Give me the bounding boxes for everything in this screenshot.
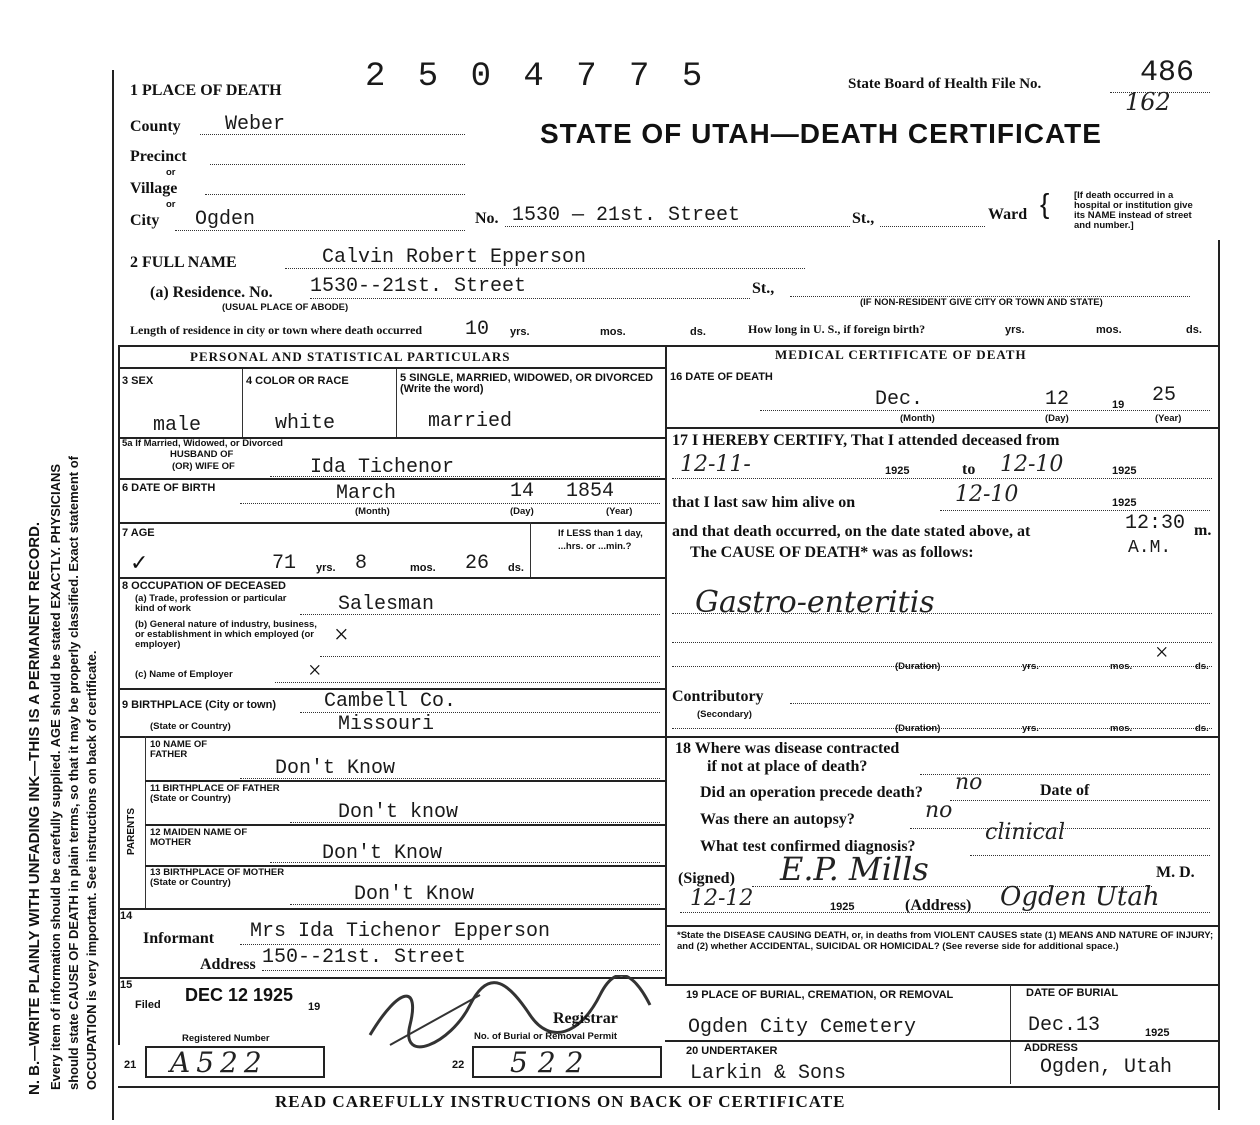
autopsy-value: no: [925, 798, 953, 823]
reg-num-value: A522: [170, 1046, 268, 1079]
cause-footnote: *State the DISEASE CAUSING DEATH, or, in deaths from VIOLENT CAUSES state (1) MEANS AND NATURE OF INJURY; and (2) whether ACCIDENTAL, SUICIDAL OR HOMICIDAL? (See reverse side for additional space.): [677, 930, 1214, 952]
residence-line: [310, 298, 750, 299]
form-left-border-inner: [118, 345, 120, 1045]
parents-label: PARENTS: [126, 807, 137, 855]
address-label: (Address): [905, 897, 972, 914]
dod-label: 16 DATE OF DEATH: [670, 371, 773, 383]
row-line-18: [665, 736, 1218, 738]
address-line: [680, 912, 1210, 913]
informant-address: 150--21st. Street: [262, 946, 467, 969]
last-saw-label: that I last saw him alive on: [672, 494, 856, 511]
burial-date-divider: [1010, 984, 1011, 1084]
informant-value: Mrs Ida Tichenor Epperson: [250, 920, 551, 943]
county-value: Weber: [225, 113, 286, 136]
md-label: M. D.: [1156, 864, 1195, 881]
full-name-line: [285, 268, 805, 269]
spouse-line: [270, 476, 660, 477]
burial-permit-prefix: 22: [452, 1059, 465, 1071]
row-line-12: [145, 824, 665, 826]
occ-b-label: (b) General nature of industry, business, or establishment in which employed (or employer): [135, 619, 317, 650]
informant-label: Informant: [143, 930, 215, 947]
dod-month: Dec.: [875, 388, 924, 411]
city-label: City: [130, 212, 160, 229]
father-value: Don't Know: [275, 757, 396, 780]
filed-date-stamp: DEC 12 1925: [185, 985, 294, 1005]
occ-b-line: [320, 656, 660, 657]
margin-note-line4: OCCUPATION is very important. See instructions on back of certificate.: [84, 650, 99, 1090]
father-label: 10 NAME OF FATHER: [150, 739, 208, 760]
duration-yrs-2: yrs.: [1022, 723, 1039, 734]
birthplace-state-label: (State or Country): [150, 721, 231, 732]
age-days: 26: [465, 552, 490, 575]
less-than-label: If LESS than 1 day, ...hrs. or ...min.?: [558, 528, 643, 552]
yrs-caption-2: yrs.: [1005, 324, 1025, 336]
dob-year: 1854: [566, 480, 615, 503]
burial-year-value: 1925: [1145, 1027, 1170, 1039]
cause-value: Gastro-enteritis: [695, 585, 935, 620]
certificate-number: 2 5 0 4 7 7 5: [365, 58, 709, 96]
to-label: to: [962, 461, 976, 478]
occ-b-mark: ×: [334, 620, 349, 649]
ds-caption-2: ds.: [1186, 324, 1202, 336]
filed-label: Filed: [135, 999, 161, 1011]
occupation-line: [300, 614, 660, 615]
secondary-label: (Secondary): [697, 709, 752, 720]
operation-value: no: [955, 770, 983, 795]
margin-note-line3: should state CAUSE OF DEATH in plain terms, so that it may be properly classified. Exact statement of: [66, 455, 81, 1090]
mother-label: 12 MAIDEN NAME OF MOTHER: [150, 827, 248, 848]
village-line: [205, 194, 465, 195]
from-year: 1925: [885, 465, 910, 477]
dod-day-caption: (Day): [1045, 413, 1069, 424]
form-right-border: [1218, 240, 1220, 1110]
occ-c-line: [275, 682, 660, 683]
spouse-label-b: HUSBAND OF: [170, 449, 234, 460]
file-no-label: State Board of Health File No.: [848, 76, 1042, 92]
test-label: What test confirmed diagnosis?: [700, 838, 916, 855]
row-line-10: [118, 736, 665, 738]
autopsy-label: Was there an autopsy?: [700, 811, 855, 828]
form-left-border: [112, 70, 114, 1120]
informant-line: [240, 944, 660, 945]
occurred-label: and that death occurred, on the date stated above, at: [672, 523, 1031, 540]
mother-value: Don't Know: [322, 842, 443, 865]
place-of-death-label: 1 PLACE OF DEATH: [130, 82, 282, 99]
row-line-footnote: [665, 925, 1218, 927]
father-bp-label: 11 BIRTHPLACE OF FATHER (State or Country): [150, 783, 280, 804]
filed-number: 15: [120, 979, 133, 991]
signed-value: E.P. Mills: [780, 850, 929, 888]
mother-line: [270, 862, 660, 863]
death-time: 12:30: [1125, 512, 1186, 535]
certify-label: 17 I HEREBY CERTIFY, That I attended deceased from: [672, 432, 1060, 449]
father-bp-value: Don't know: [338, 801, 459, 824]
reg-num-prefix: 21: [124, 1059, 137, 1071]
dod-month-caption: (Month): [900, 413, 935, 424]
last-saw-year: 1925: [1112, 497, 1137, 509]
footer-instructions: READ CAREFULLY INSTRUCTIONS ON BACK OF CERTIFICATE: [275, 1092, 846, 1111]
section-top-line: [118, 345, 1218, 347]
spouse-value: Ida Tichenor: [310, 456, 455, 479]
cause-line-2: [672, 642, 1212, 643]
county-label: County: [130, 118, 181, 135]
marital-value: married: [428, 410, 513, 433]
full-name-label: 2 FULL NAME: [130, 254, 237, 271]
or-text-1: or: [166, 167, 176, 178]
last-saw-line: [940, 510, 1210, 511]
dob-line: [240, 503, 660, 504]
undertaker-address-label: ADDRESS: [1024, 1042, 1078, 1054]
duration-mos-2: mos.: [1110, 723, 1133, 734]
spouse-label-a: 5a If Married, Widowed, or Divorced: [122, 438, 283, 449]
row-line-19: [665, 984, 1218, 986]
county-line: [200, 134, 465, 135]
occupation-label: 8 OCCUPATION OF DECEASED: [122, 580, 286, 592]
spouse-label-c: (OR) WIFE OF: [172, 461, 235, 472]
row-line-7: [118, 522, 665, 524]
burial-label: 19 PLACE OF BURIAL, CREMATION, OR REMOVAL: [686, 989, 954, 1001]
dob-month: March: [336, 482, 397, 505]
burial-date-value: Dec.13: [1028, 1014, 1101, 1037]
cause-label: The CAUSE OF DEATH* was as follows:: [690, 544, 974, 561]
full-name-value: Calvin Robert Epperson: [322, 246, 587, 269]
age-yrs-caption: yrs.: [316, 562, 336, 574]
m-label: m.: [1194, 522, 1212, 539]
operation-line: [950, 800, 1210, 801]
margin-note-line1: N. B.—WRITE PLAINLY WITH UNFADING INK—THIS IS A PERMANENT RECORD.: [26, 521, 43, 1095]
sex-value: male: [153, 414, 202, 437]
age-check-icon: ✓: [130, 550, 149, 575]
parents-divider: [145, 736, 146, 908]
street-value: 1530 — 21st. Street: [512, 204, 741, 227]
color-marital-divider: [396, 369, 397, 437]
sign-year: 1925: [830, 901, 855, 913]
length-years-value: 10: [465, 318, 490, 341]
dod-year-caption: (Year): [1155, 413, 1182, 424]
dob-day-caption: (Day): [510, 506, 534, 517]
undertaker-address-value: Ogden, Utah: [1040, 1056, 1173, 1079]
age-ds-caption: ds.: [508, 562, 524, 574]
ward-label: Ward: [988, 206, 1028, 223]
contributory-label: Contributory: [672, 688, 764, 705]
marital-label: 5 SINGLE, MARRIED, WIDOWED, OR DIVORCED (Write the word): [400, 372, 654, 395]
age-label: 7 AGE: [122, 527, 155, 539]
brace-icon: {: [1040, 188, 1050, 219]
usual-place-caption: (USUAL PLACE OF ABODE): [222, 302, 349, 313]
duration-ds-2: ds.: [1195, 723, 1209, 734]
father-line: [240, 778, 660, 779]
row-line-8: [118, 577, 665, 579]
non-resident-caption: (IF NON-RESIDENT GIVE CITY OR TOWN AND STATE): [860, 297, 1103, 308]
residence-label: (a) Residence. No.: [150, 284, 273, 301]
age-mos-caption: mos.: [410, 562, 436, 574]
file-no: 486: [1140, 56, 1195, 90]
undertaker-value: Larkin & Sons: [690, 1062, 847, 1085]
mother-bp-value: Don't Know: [354, 883, 475, 906]
father-bp-line: [290, 822, 660, 823]
date-of-label: Date of: [1040, 782, 1090, 799]
us-label: How long in U. S., if foreign birth?: [748, 322, 926, 336]
informant-number: 14: [120, 910, 133, 922]
age-years: 71: [272, 552, 297, 575]
occ-c-label: (c) Name of Employer: [135, 669, 233, 680]
dod-day: 12: [1045, 388, 1070, 411]
birthplace-label: 9 BIRTHPLACE (City or town): [122, 699, 276, 711]
medical-section-title: MEDICAL CERTIFICATE OF DEATH: [775, 347, 1027, 362]
ward-line: [880, 226, 985, 227]
dob-month-caption: (Month): [355, 506, 390, 517]
occ-a-label: (a) Trade, profession or particular kind of work: [135, 593, 287, 614]
filed-19: 19: [308, 1001, 321, 1013]
mother-bp-label: 13 BIRTHPLACE OF MOTHER (State or Country): [150, 867, 285, 888]
file-sub-no: 162: [1125, 88, 1171, 116]
sign-date: 12-12: [690, 886, 754, 911]
sex-color-divider: [242, 369, 243, 437]
row-line-11: [145, 780, 665, 782]
dob-year-caption: (Year): [606, 506, 633, 517]
birthplace-state: Missouri: [338, 713, 435, 736]
test-line: [970, 855, 1210, 856]
cause-line-1: [672, 613, 1212, 614]
street-no-label: No.: [475, 210, 499, 227]
duration-caption-2: (Duration): [895, 723, 941, 734]
birthplace-city: Cambell Co.: [324, 690, 457, 713]
last-saw-value: 12-10: [955, 482, 1019, 507]
certificate-title: STATE OF UTAH—DEATH CERTIFICATE: [540, 118, 1102, 149]
to-year: 1925: [1112, 465, 1137, 477]
row-line-footer: [118, 1086, 1218, 1088]
duration-ds-1: ds.: [1195, 661, 1209, 672]
personal-section-title: PERSONAL AND STATISTICAL PARTICULARS: [190, 349, 511, 364]
informant-address-label: Address: [200, 956, 256, 973]
hospital-note: [If death occurred in a hospital or institution give its NAME instead of street and number.]: [1074, 190, 1193, 231]
sex-label: 3 SEX: [122, 375, 154, 387]
occ-c-mark: ×: [308, 658, 322, 684]
certify-line: [672, 478, 1212, 479]
duration-yrs-1: yrs.: [1022, 661, 1039, 672]
st-label: St.,: [852, 210, 875, 227]
age-less-divider: [530, 522, 531, 577]
burial-date-label: DATE OF BURIAL: [1026, 987, 1119, 999]
am-value: A.M.: [1128, 538, 1172, 558]
duration-caption-1: (Duration): [895, 661, 941, 672]
street-line: [505, 226, 850, 227]
village-label: Village: [130, 180, 178, 197]
burial-permit-value: 522: [510, 1046, 594, 1079]
attended-from: 12-11-: [680, 452, 751, 477]
q18-label: 18 Where was disease contracted: [675, 740, 900, 757]
or-text-2: or: [166, 199, 176, 210]
row-line-14: [118, 908, 665, 910]
registrar-label: Registrar: [553, 1010, 618, 1027]
precinct-line: [210, 164, 465, 165]
color-label: 4 COLOR OR RACE: [246, 375, 349, 387]
informant-address-line: [262, 970, 662, 971]
mos-caption: mos.: [600, 326, 626, 338]
address-value: Ogden Utah: [1000, 882, 1160, 912]
margin-note-line2: Every item of information should be carefully supplied. AGE should be stated EXACTLY. PHYSICIANS: [48, 463, 63, 1090]
operation-label: Did an operation precede death?: [700, 784, 923, 801]
test-value: clinical: [985, 820, 1066, 845]
length-residence-label: Length of residence in city or town where death occurred: [130, 323, 423, 337]
dod-line: [760, 410, 1210, 411]
duration-mos-1: mos.: [1110, 661, 1133, 672]
signed-label: (Signed): [678, 870, 735, 887]
burial-permit-label: No. of Burial or Removal Permit: [474, 1031, 618, 1042]
dod-19: 19: [1112, 399, 1125, 411]
dob-day: 14: [510, 480, 535, 503]
city-line: [175, 230, 465, 231]
color-value: white: [275, 412, 336, 435]
attended-to: 12-10: [1000, 452, 1064, 477]
yrs-caption: yrs.: [510, 326, 530, 338]
undertaker-label: 20 UNDERTAKER: [686, 1045, 778, 1057]
residence-value: 1530--21st. Street: [310, 275, 527, 298]
row-line-17: [665, 427, 1218, 429]
duration-mark: ×: [1155, 640, 1169, 666]
dob-label: 6 DATE OF BIRTH: [122, 482, 216, 494]
dod-year: 25: [1152, 384, 1177, 407]
q18-sub-label: if not at place of death?: [707, 758, 868, 775]
city-value: Ogden: [195, 208, 256, 231]
file-no-line: [1110, 92, 1210, 93]
residence-st-label: St.,: [752, 280, 775, 297]
precinct-label: Precinct: [130, 148, 187, 165]
mother-bp-line: [290, 904, 660, 905]
mos-caption-2: mos.: [1096, 324, 1122, 336]
age-months: 8: [355, 552, 368, 575]
burial-value: Ogden City Cemetery: [688, 1016, 917, 1039]
contributory-line: [790, 703, 1210, 704]
reg-num-label: Registered Number: [182, 1033, 270, 1044]
occupation-value: Salesman: [338, 593, 435, 616]
personal-header-line: [118, 367, 665, 369]
ds-caption: ds.: [690, 326, 706, 338]
row-line-20: [665, 1040, 1218, 1042]
section-center-divider: [665, 345, 667, 985]
